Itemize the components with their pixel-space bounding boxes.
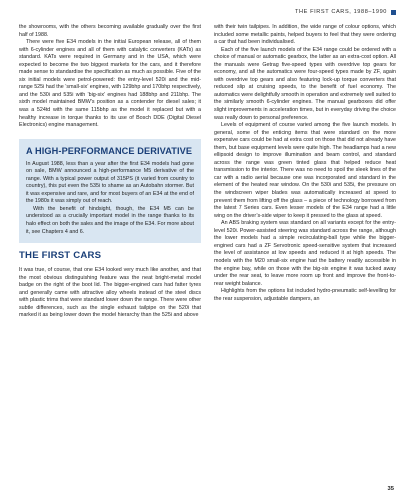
body-paragraph: Each of the five launch models of the E34 range could be ordered with a choice of manual or automatic gearbox, the latter as an extra-cost option. All the manuals were Getrag five-speed types with overdrive top gears for economy, and all the automatics were four-speed types made by ZF, again with overdrive top gears and also featuring lock-up torque converters that reduced slip at cruising speeds, to the benefit of fuel economy. The automatics were delightfully smooth in operation and extremely well suited to the similarly smooth 6-cylinder engines. The manual gearboxes did offer slight improvements in acceleration times, but in everyday driving the choice was really down to personal preference. [214, 46, 396, 121]
right-column [214, 24, 396, 303]
sidebar-paragraph: In August 1988, less than a year after the first E34 models had gone on sale, BMW announced a high-performance M5 derivative of the range. With a typical power output of 315PS (it varied from country to country), this put even the 535i to shame as an Autobahn stormer. But it was expensive and rare, and for most buyers of an E34 at the end of the 1980s it was simply out of reach. [26, 160, 194, 205]
sidebar-box [19, 139, 201, 243]
running-head-text: THE FIRST CARS, 1988–1990 [294, 9, 387, 15]
body-paragraph: the showrooms, with the others becoming available gradually over the first half of 1988. [19, 24, 201, 38]
body-paragraph: An ABS braking system was standard on all variants except for the entry-level 520i. Power-assisted steering was standard across the range, although the lower models had a simple recirculating-ball type while the bigger-engined cars had a ZF Servotronic speed-sensitive system that increased the level of assistance at low speeds and reduced it at high speeds. The models with the M20 small-six engine had the battery readily accessible in the engine bay, while on those with the big-six engine it was tucked away under the rear seat, to leave more room up front and improve the front-to-rear weight balance. [214, 220, 396, 287]
body-paragraph: It was true, of course, that one E34 looked very much like another, and that the most obvious distinguishing feature was the neat bright-metal model badge on the right of the boot lid. The bigger-engined cars had fatter tyres and generally came with attractive alloy wheels instead of the steel discs with plastic trims that were standard lower down the range. There were other subtle differences, such as the single exhaust tailpipe on the 520i that marked it as being lower down the model hierarchy than the 525i and above [19, 267, 201, 319]
body-paragraph: with their twin tailpipes. In addition, the wide range of colour options, which included some metallic paints, helped buyers to feel that they were ordering a car that had been individualised. [214, 24, 396, 46]
sidebar-paragraph: With the benefit of hindsight, though, the E34 M5 can be understood as a crucially important model in the range thanks to its halo effect on both the sales and the image of the E34. For more about it, see Chapters 4 and 6. [26, 205, 194, 235]
sidebar-title: A HIGH-PERFORMANCE DERIVATIVE [26, 145, 193, 156]
left-column [19, 24, 201, 320]
body-paragraph: Highlights from the options list included hydro-pneumatic self-levelling for the rear suspension, adjustable dampers, an [214, 288, 396, 302]
body-paragraph: There were five E34 models in the initial European release, all of them with 6-cylinder engines and all of them with catalytic converters (KATs) as standard. KATs were required in Germany and in the USA, which were expected to become the two biggest markets for the cars, and it therefore made sense to standardise the specification as much as possible. Five of the six initial models were petrol-powered: the entry-level 520i and the mid-range 525i had the ‘small-six’ engines, with 129bhp and 170bhp respectively, and the 530i and 535i with ‘big-six’ engines had 188bhp and 211bhp. The sixth model maintained BMW’s position as a contender for diesel sales; it was a 524td with the same 115bhp as the model it replaced but with a healthy increase in torque thanks to its use of Bosch DDE (Digital Diesel Electronics) engine management. [19, 39, 201, 129]
running-head-marker-icon [391, 10, 396, 15]
page-number: 35 [387, 486, 394, 492]
body-paragraph: Levels of equipment of course varied among the five launch models. In general, some of the enticing items that were standard on the more expensive cars could be had at extra cost on those that did not already have them, but base equipment levels were quite high. The headlamps had a new ellipsoid design to improve illumination and beam control, and standard across the range was green tinted glass that helped reduce heat transmission to the interior. There was no need to spoil the sleek lines of the car with a radio aerial because one was incorporated and standard in the element of the heated rear window. On the 530i and 535i, the pressure on the windscreen wiper blades was automatically increased at speed to prevent them from lifting off the glass – a piece of technology borrowed from the latest 7 Series cars. Even lesser models of the E34 range had a little wing on the driver’s-side wiper to keep it pressed to the glass at speed. [214, 122, 396, 219]
running-head [295, 9, 396, 15]
section-title: THE FIRST CARS [19, 250, 102, 262]
